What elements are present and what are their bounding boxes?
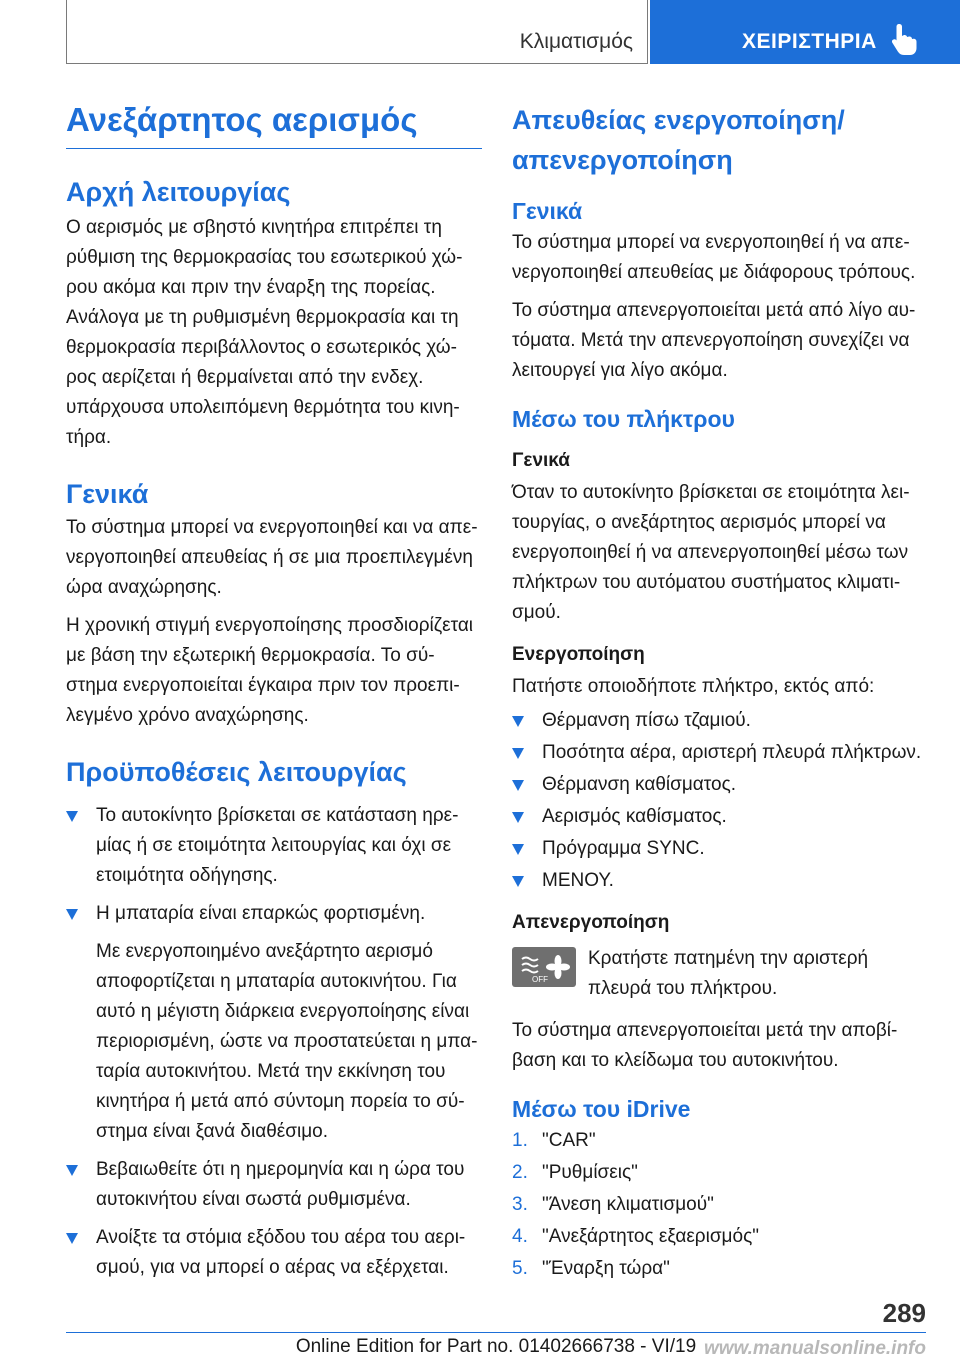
list-item: Θέρμανση καθίσματος. — [512, 770, 926, 800]
edition-text: Online Edition for Part no. 01402666738 - VI/19 — [295, 1336, 697, 1357]
left-column — [66, 100, 482, 1283]
list-item: 1. "CAR" — [512, 1130, 596, 1151]
svg-text:OFF: OFF — [532, 975, 548, 984]
general-paragraph-2: Η χρονική στιγμή ενεργοποίησης προσδιορίζεται με βάση την εξωτερική θερμοκρασία. Το σύ- στημα ενεργοποιείται έγκαιρα πριν τον προεπι- λεγμένο χρόνο αναχώρησης. — [66, 615, 474, 726]
list-item: ΜΕΝΟΥ. — [512, 866, 926, 896]
triangle-bullet-icon — [66, 1155, 96, 1176]
triangle-bullet-icon — [512, 802, 542, 823]
triangle-bullet-icon — [512, 738, 542, 759]
list-item: Θέρμανση πίσω τζαμιού. — [512, 706, 926, 736]
triangle-bullet-icon — [512, 706, 542, 727]
list-item: Η μπαταρία είναι επαρκώς φορτισμένη. Με ενεργοποιημένο ανεξάρτητο αερισμό αποφορτίζεται η μπαταρία αυτοκινήτου. Για αυτό η μέγιστη διάρκεια ενεργοποίησης είναι περιορισμένη, ώστε να προστατεύεται η μπα- ταρία αυτοκινήτου. Μετά την εκκίνηση του κινητήρα ή μετά από σύντομη πορεία το σύ- στημα είναι ξανά διαθέσιμο. — [66, 899, 482, 1147]
via-button-general-subheading: Γενικά — [512, 450, 570, 471]
section-heading: Ανεξάρτητος αερισμός — [66, 101, 418, 138]
section-box — [66, 0, 648, 64]
section-title: Κλιματισμός — [519, 30, 633, 53]
deactivation-text: Κρατήστε πατημένη την αριστερή πλευρά του πλήκτρου. — [588, 948, 869, 999]
chapter-tab-label: ΧΕΙΡΙΣΤΗΡΙΑ — [742, 30, 877, 53]
right-general-paragraph-2: Το σύστημα απενεργοποιείται μετά από λίγο αυ- τόματα. Μετά την απενεργοποίηση συνεχίζει να λειτουργεί για λίγο ακόμα. — [512, 300, 916, 381]
list-item: Βεβαιωθείτε ότι η ημερομηνία και η ώρα του αυτοκινήτου είναι σωστά ρυθμισμένα. — [66, 1155, 482, 1215]
list-item: 2. "Ρυθμίσεις" — [512, 1162, 638, 1183]
deactivation-subheading: Απενεργοποίηση — [512, 912, 670, 933]
list-item: 4. "Ανεξάρτητος εξαερισμός" — [512, 1226, 759, 1247]
direct-activation-heading: Απευθείας ενεργοποίηση/ απενεργοποίηση — [512, 105, 845, 175]
list-item: Το αυτοκίνητο βρίσκεται σε κατάσταση ηρε- μίας ή σε ετοιμότητα λειτουργίας και όχι σε ετοιμότητα οδήγησης. — [66, 801, 482, 891]
activation-subheading: Ενεργοποίηση — [512, 644, 645, 665]
deactivation-row — [512, 944, 926, 1004]
triangle-bullet-icon — [512, 834, 542, 855]
list-item: Ανοίξτε τα στόμια εξόδου του αέρα του αερι- σμού, για να μπορεί ο αέρας να εξέρχεται. — [66, 1223, 482, 1283]
heading-rule — [66, 148, 482, 149]
list-item: Ποσότητα αέρα, αριστερή πλευρά πλήκτρων. — [512, 738, 926, 768]
page-number: 289 — [882, 1298, 926, 1328]
footer-rule — [66, 1332, 926, 1333]
fan-off-button-icon — [512, 947, 576, 987]
list-item: Αερισμός καθίσματος. — [512, 802, 926, 832]
chapter-tab[interactable] — [650, 0, 960, 64]
right-general-heading: Γενικά — [512, 198, 583, 224]
list-item: 5. "Έναρξη τώρα" — [512, 1258, 670, 1279]
triangle-bullet-icon — [512, 866, 542, 887]
general-heading: Γενικά — [66, 479, 149, 509]
via-button-general-text: Όταν το αυτοκίνητο βρίσκεται σε ετοιμότητα λει- τουργίας, ο ανεξάρτητος αερισμός μπορεί να ενεργοποιηθεί ή να απενεργοποιηθεί μέσω των πλήκτρων του αυτόματου συστήματος κλιματι- σμού. — [512, 482, 910, 623]
watermark-site[interactable]: www.manualsonline.info — [703, 1338, 926, 1359]
principle-text: Ο αερισμός με σβηστό κινητήρα επιτρέπει τη ρύθμιση της θερμοκρασίας του εσωτερικού χώ- ρου ακόμα και πριν την έναρξη της πορείας. Ανάλογα με τη ρυθμισμένη θερμοκρασία και τη θερμοκρασία περιβάλλοντος ο εσωτερικός χώ- ρος αερίζεται ή θερμαίνεται από την ενδεχ. υπάρχουσα υπολειπόμενη θερμότητα του κινη- τήρα. — [66, 217, 463, 448]
list-item: 3. "Άνεση κλιματισμού" — [512, 1194, 714, 1215]
hand-pointer-icon — [890, 22, 918, 56]
right-general-paragraph-1: Το σύστημα μπορεί να ενεργοποιηθεί ή να απε- νεργοποιηθεί απευθείας με διάφορους τρόπους. — [512, 232, 916, 283]
via-idrive-heading: Μέσω του iDrive — [512, 1096, 691, 1122]
general-paragraph-1: Το σύστημα μπορεί να ενεργοποιηθεί και να απε- νεργοποιηθεί απευθείας ή σε μια προεπιλεγμένη ώρα αναχώρησης. — [66, 517, 478, 598]
deactivation-after-text: Το σύστημα απενεργοποιείται μετά την αποβί- βαση και το κλείδωμα του αυτοκινήτου. — [512, 1020, 898, 1071]
battery-note: Με ενεργοποιημένο ανεξάρτητο αερισμό αποφορτίζεται η μπαταρία αυτοκινήτου. Για αυτό η μέγιστη διάρκεια ενεργοποίησης είναι περιορισμένη, ώστε να προστατεύεται η μπα- ταρία αυτοκινήτου. Μετά την εκκίνηση του κινητήρα ή μετά από σύντομη πορεία το σύ- στημα είναι ξανά διαθέσιμο. — [96, 941, 478, 1142]
triangle-bullet-icon — [512, 770, 542, 791]
right-column — [512, 100, 926, 1284]
page-header — [0, 0, 960, 64]
via-button-heading: Μέσω του πλήκτρου — [512, 406, 735, 432]
list-item: Πρόγραμμα SYNC. — [512, 834, 926, 864]
principle-heading: Αρχή λειτουργίας — [66, 177, 291, 207]
triangle-bullet-icon — [66, 801, 96, 822]
triangle-bullet-icon — [66, 1223, 96, 1244]
prerequisites-heading: Προϋποθέσεις λειτουργίας — [66, 757, 407, 787]
triangle-bullet-icon — [66, 899, 96, 920]
activation-text: Πατήστε οποιοδήποτε πλήκτρο, εκτός από: — [512, 676, 875, 697]
